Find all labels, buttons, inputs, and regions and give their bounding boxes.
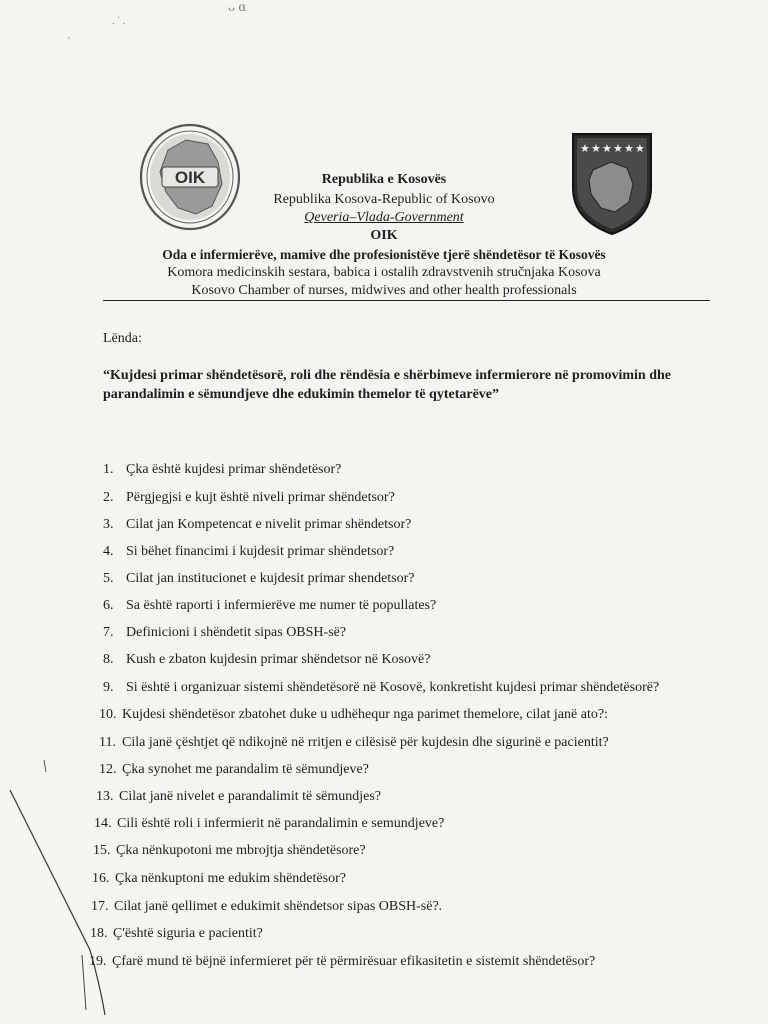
question-text: Kush e zbaton kujdesin primar shëndetsor në Kosovë? [126, 652, 431, 667]
question-number: 14. [94, 816, 112, 831]
question-text: Cila janë çështjet që ndikojnë në rritjen e cilësisë për kujdesin dhe sigurinë e pacientit? [122, 735, 609, 750]
subject-label: Lënda: [103, 331, 142, 346]
oik-logo-text: OIK [174, 168, 206, 187]
question-text: Cilat janë qellimet e edukimit shëndetsor sipas OBSH-së?. [114, 899, 443, 914]
question-number: 19. [89, 954, 107, 969]
header-abbreviation: OIK [370, 228, 398, 243]
scan-mark: ' [68, 36, 70, 47]
svg-text:★: ★ [613, 142, 623, 155]
header-org-serbian: Komora medicinskih sestara, babica i ostalih zdravstvenih stručnjaka Kosova [167, 265, 601, 280]
question-number: 10. [99, 707, 117, 722]
question-text: Cili është roli i infermierit në parandalimin e semundjeve? [117, 816, 445, 831]
header-org-english: Kosovo Chamber of nurses, midwives and other health professionals [191, 283, 577, 298]
question-text: Çka synohet me parandalim të sëmundjeve? [122, 762, 369, 777]
question-number: 16. [92, 871, 110, 886]
svg-text:★: ★ [624, 142, 634, 155]
svg-text:★: ★ [635, 142, 645, 155]
question-number: 13. [96, 789, 114, 804]
svg-text:★: ★ [580, 142, 590, 155]
question-text: Çka është kujdesi primar shëndetësor? [126, 462, 342, 477]
question-text: Cilat janë nivelet e parandalimit të sëmundjes? [119, 789, 382, 804]
question-number: 2. [103, 490, 114, 505]
question-number: 6. [103, 598, 114, 613]
header-government: Qeveria–Vlada-Government [304, 210, 464, 225]
question-number: 5. [103, 571, 114, 586]
question-text: Cilat jan Kompetencat e nivelit primar shëndetsor? [126, 517, 412, 532]
question-number: 1. [103, 462, 114, 477]
subject-title: “Kujdesi primar shëndetësorë, roli dhe rëndësia e shërbimeve infermierore në promovimin dhe parandalimin e sëmundjeve dhe edukimin themelor të qytetarëve” [103, 368, 671, 402]
question-text: Përgjegjsi e kujt është niveli primar shëndetsor? [126, 490, 395, 505]
question-text: Çfarë mund të bëjnë infermieret për të përmirësuar efikasitetin e sistemit shëndetësor? [112, 954, 596, 969]
question-number: 8. [103, 652, 114, 667]
scan-mark: ᴗ ɑ [228, 0, 246, 15]
question-number: 9. [103, 680, 114, 695]
question-number: 15. [93, 843, 111, 858]
question-number: 18. [90, 926, 108, 941]
question-text: Çka nënkuptoni me edukim shëndetësor? [115, 871, 346, 886]
question-text: Çka nënkupotoni me mbrojtja shëndetësore? [116, 843, 366, 858]
question-text: Kujdesi shëndetësor zbatohet duke u udhëhequr nga parimet themelore, cilat janë ato?: [122, 707, 608, 722]
svg-text:★: ★ [591, 142, 601, 155]
question-text: Sa është raporti i infermierëve me numer të popullates? [126, 598, 437, 613]
question-number: 11. [99, 735, 116, 750]
header-org-albanian: Oda e infermierëve, mamive dhe profesionistëve tjerë shëndetësor të Kosovës [162, 247, 606, 262]
question-text: Ç'është siguria e pacientit? [113, 926, 263, 941]
question-text: Si bëhet financimi i kujdesit primar shëndetsor? [126, 544, 395, 559]
question-text: Si është i organizuar sistemi shëndetësorë në Kosovë, konkretisht kujdesi primar shëndetësorë? [126, 680, 660, 695]
question-text: Cilat jan institucionet e kujdesit primar shendetsor? [126, 571, 415, 586]
question-number: 12. [99, 762, 117, 777]
scan-mark: . ` . [112, 16, 126, 27]
question-number: 3. [103, 517, 114, 532]
question-number: 7. [103, 625, 114, 640]
question-number: 4. [103, 544, 114, 559]
question-number: 17. [91, 899, 109, 914]
header-country-translations: Republika Kosova-Republic of Kosovo [273, 192, 495, 207]
svg-text:★: ★ [602, 142, 612, 155]
question-text: Definicioni i shëndetit sipas OBSH-së? [126, 625, 347, 640]
header-country: Republika e Kosovës [321, 172, 447, 187]
